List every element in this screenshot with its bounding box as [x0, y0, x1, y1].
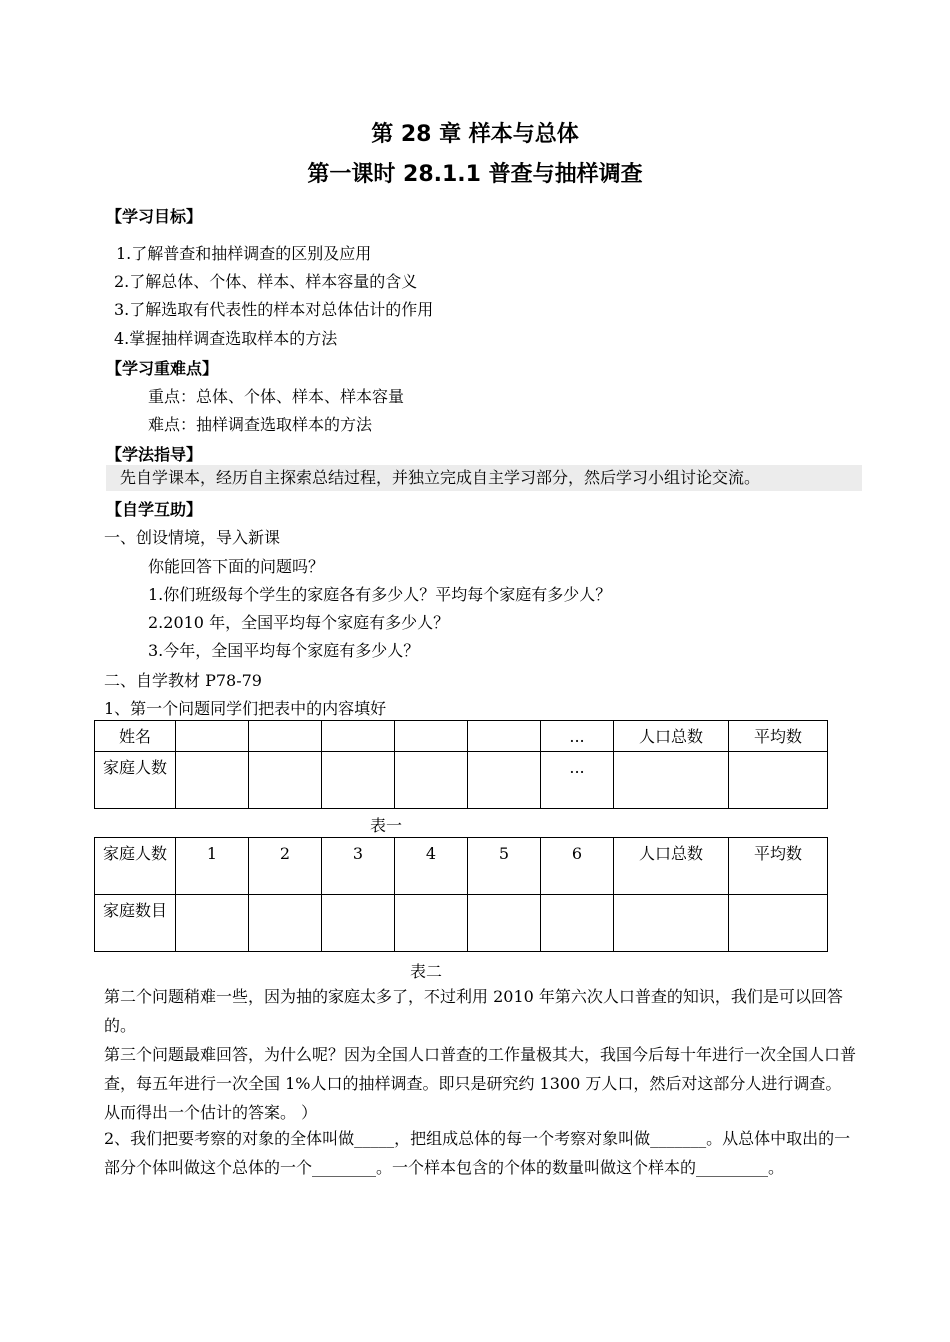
- table-cell: 人口总数: [614, 721, 729, 752]
- table-cell[interactable]: [395, 752, 468, 809]
- table-cell[interactable]: [729, 895, 828, 952]
- table-cell: 4: [395, 838, 468, 895]
- table-cell[interactable]: [176, 752, 249, 809]
- table-cell[interactable]: [176, 721, 249, 752]
- table-cell[interactable]: [614, 895, 729, 952]
- table-cell: 平均数: [729, 838, 828, 895]
- table-cell: 5: [468, 838, 541, 895]
- table-cell[interactable]: [468, 752, 541, 809]
- table-cell[interactable]: [322, 895, 395, 952]
- table-cell[interactable]: [468, 721, 541, 752]
- table-row: [95, 721, 828, 752]
- method-text: 先自学课本，经历自主探索总结过程，并独立完成自主学习部分，然后学习小组讨论交流。: [106, 465, 862, 491]
- goal-item: 1.了解普查和抽样调查的区别及应用: [116, 244, 372, 263]
- table-row: [95, 895, 828, 952]
- self-study-heading: 【自学互助】: [106, 500, 203, 519]
- question-item: 1.你们班级每个学生的家庭各有多少人？平均每个家庭有多少人？: [148, 585, 612, 604]
- table-cell: 2: [249, 838, 322, 895]
- table-cell: 1: [176, 838, 249, 895]
- question-item: 3.今年，全国平均每个家庭有多少人？: [148, 641, 420, 660]
- goal-item: 3.了解选取有代表性的样本对总体估计的作用: [114, 300, 434, 319]
- table-cell[interactable]: [322, 721, 395, 752]
- table-cell[interactable]: [729, 752, 828, 809]
- table-cell: 家庭人数: [95, 838, 176, 895]
- paragraph-definitions: 2、我们把要考察的对象的全体叫做_____，把组成总体的每一个考察对象叫做_______。从总体中取出的一部分个体叫做这个总体的一个________。一个样本包含的个体的数量叫做这个样本的_________。: [104, 1129, 851, 1177]
- table-cell[interactable]: [249, 752, 322, 809]
- q1-title: 1、第一个问题同学们把表中的内容填好: [104, 699, 387, 718]
- table-cell: 3: [322, 838, 395, 895]
- table-cell: 姓名: [95, 721, 176, 752]
- table-cell: 家庭数目: [95, 895, 176, 952]
- table-one-caption: 表一: [370, 816, 403, 835]
- table-cell[interactable]: [249, 721, 322, 752]
- table-cell: 人口总数: [614, 838, 729, 895]
- lesson-title: 第一课时 28.1.1 普查与抽样调查: [307, 162, 643, 187]
- table-cell: ...: [541, 721, 614, 752]
- table-cell[interactable]: [541, 895, 614, 952]
- part1-title: 一、创设情境，导入新课: [104, 528, 281, 547]
- table-cell: 家庭人数: [95, 752, 176, 809]
- table-one: [94, 720, 828, 809]
- chapter-title: 第 28 章 样本与总体: [371, 122, 579, 147]
- focus-text: 重点：总体、个体、样本、样本容量: [148, 387, 405, 406]
- table-cell[interactable]: [322, 752, 395, 809]
- paragraph-2010-census: 第二个问题稍难一些，因为抽的家庭太多了，不过利用 2010 年第六次人口普查的知识，我们是可以回答的。: [104, 987, 843, 1035]
- part2-title: 二、自学教材 P78-79: [104, 671, 262, 690]
- paragraph-national-census: 第三个问题最难回答，为什么呢？因为全国人口普查的工作量极其大，我国今后每十年进行一次全国人口普查，每五年进行一次全国 1%人口的抽样调查。即只是研究约 1300 万人口，然后对这部分人进行调查。从而得出一个估计的答案。 ）: [104, 1045, 857, 1122]
- table-cell[interactable]: [176, 895, 249, 952]
- intro-text: 你能回答下面的问题吗？: [148, 557, 325, 576]
- table-row: [95, 838, 828, 895]
- question-item: 2.2010 年，全国平均每个家庭有多少人？: [148, 613, 450, 632]
- table-two: [94, 837, 828, 952]
- method-heading: 【学法指导】: [106, 445, 203, 464]
- table-cell[interactable]: [468, 895, 541, 952]
- goals-heading: 【学习目标】: [106, 207, 203, 226]
- table-cell: ...: [541, 752, 614, 809]
- table-cell[interactable]: [395, 721, 468, 752]
- table-cell: 6: [541, 838, 614, 895]
- key-points-heading: 【学习重难点】: [106, 359, 219, 378]
- table-two-caption: 表二: [410, 962, 443, 981]
- table-cell[interactable]: [249, 895, 322, 952]
- table-cell[interactable]: [614, 752, 729, 809]
- goal-item: 4.掌握抽样调查选取样本的方法: [114, 329, 338, 348]
- table-cell: 平均数: [729, 721, 828, 752]
- difficulty-text: 难点：抽样调查选取样本的方法: [148, 415, 373, 434]
- table-cell[interactable]: [395, 895, 468, 952]
- goal-item: 2.了解总体、个体、样本、样本容量的含义: [114, 272, 418, 291]
- table-row: [95, 752, 828, 809]
